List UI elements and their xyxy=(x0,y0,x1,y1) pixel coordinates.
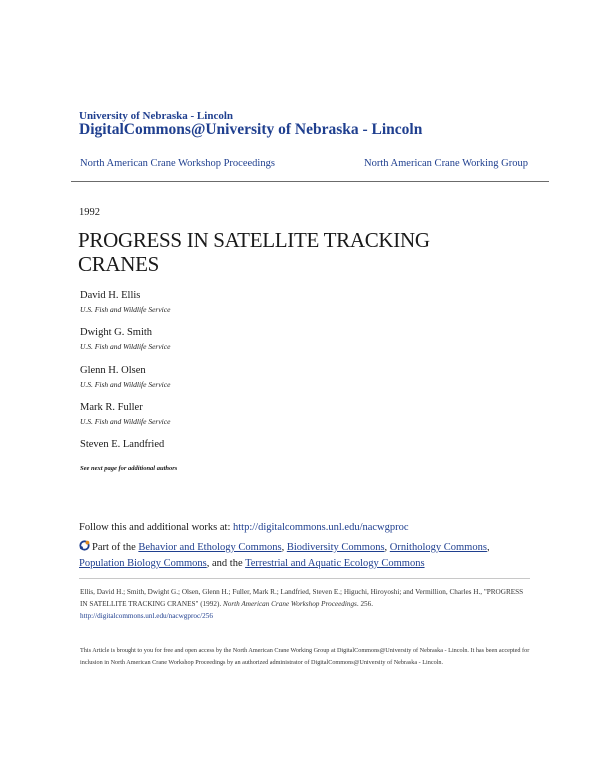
citation-journal: North American Crane Workshop Proceedings xyxy=(222,600,357,608)
open-access-notice: This Article is brought to you for free and open access by the North American Crane Working Group at DigitalCommons@University of Nebraska - Lincoln. It has been accepted for inclusion in North American Crane Workshop Proceedings by an authorized administrator of DigitalCommons@University of Nebraska - Lincoln. xyxy=(80,647,530,666)
collection-url-link[interactable]: http://digitalcommons.unl.edu/nacwgproc xyxy=(233,522,409,533)
author-affiliation: U.S. Fish and Wildlife Service xyxy=(80,417,171,426)
follow-line xyxy=(79,522,409,533)
citation-tail: . 256. xyxy=(356,600,374,608)
author-name: Steven E. Landfried xyxy=(80,439,165,450)
nav-link-proceedings[interactable]: North American Crane Workshop Proceedings xyxy=(80,158,275,169)
citation-url-link[interactable]: http://digitalcommons.unl.edu/nacwgproc/256 xyxy=(80,612,213,620)
commons-link[interactable]: Terrestrial and Aquatic Ecology Commons xyxy=(245,558,425,569)
part-of-prefix: Part of the xyxy=(92,542,139,553)
separator: , xyxy=(486,542,490,553)
follow-label: Follow this and additional works at: xyxy=(79,522,233,533)
author-name: Mark R. Fuller xyxy=(80,402,143,413)
author-name: Glenn H. Olsen xyxy=(80,365,146,376)
author-affiliation: U.S. Fish and Wildlife Service xyxy=(80,342,171,351)
author-name: David H. Ellis xyxy=(80,290,141,301)
author-affiliation: U.S. Fish and Wildlife Service xyxy=(80,305,171,314)
citation-divider xyxy=(79,578,530,579)
separator: , xyxy=(281,542,287,553)
paper-title: PROGRESS IN SATELLITE TRACKING CRANES xyxy=(78,228,430,276)
recommended-citation xyxy=(80,586,530,622)
commons-link[interactable]: Behavior and Ethology Commons xyxy=(138,542,282,553)
separator: , xyxy=(384,542,390,553)
separator: , and the xyxy=(206,558,246,569)
nav-link-working-group[interactable]: North American Crane Working Group xyxy=(364,158,529,169)
repository-name[interactable]: DigitalCommons@University of Nebraska - Lincoln xyxy=(79,121,423,138)
commons-link[interactable]: Population Biology Commons xyxy=(79,558,207,569)
university-name: University of Nebraska - Lincoln xyxy=(79,110,233,122)
header-divider xyxy=(71,181,549,182)
commons-network-icon xyxy=(79,540,90,551)
part-of-commons xyxy=(79,540,529,572)
commons-link[interactable]: Ornithology Commons xyxy=(389,542,487,553)
publication-year: 1992 xyxy=(79,207,100,218)
citation-text: Ellis, David H.; Smith, Dwight G.; Olsen, Glenn H.; Fuller, Mark R.; Landfried, Steven E.; Higuchi, Hiroyoshi; and Vermillion, Charles H., "PROGRESS IN SATELLITE TRACKING CRANES" (1992). xyxy=(80,588,524,608)
see-next-page-note: See next page for additional authors xyxy=(80,465,178,472)
author-name: Dwight G. Smith xyxy=(80,327,153,338)
commons-link[interactable]: Biodiversity Commons xyxy=(286,542,385,553)
author-affiliation: U.S. Fish and Wildlife Service xyxy=(80,380,171,389)
